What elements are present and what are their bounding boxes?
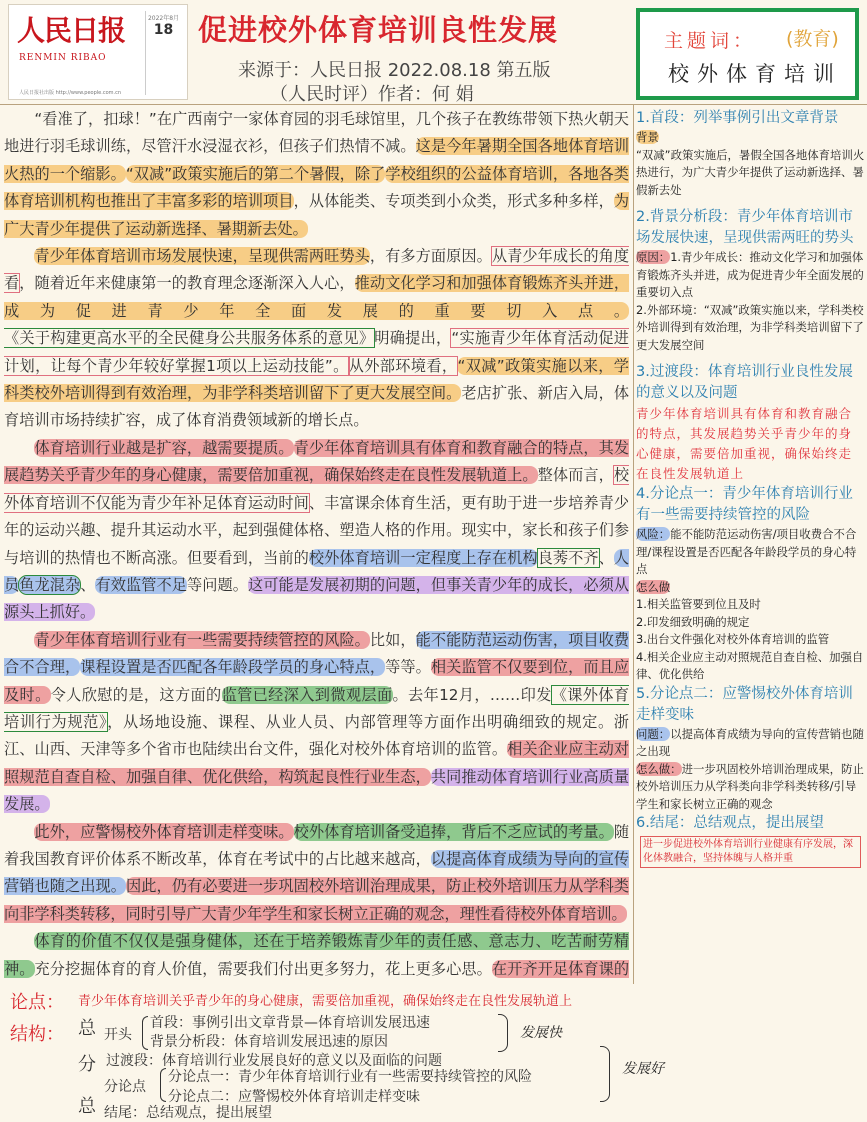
brace-right-2 bbox=[600, 1046, 610, 1102]
note-section-3-body: 青少年体育培训具有体育和教育融合的特点，其发展趋势关乎青少年的身心健康，需要倍加重视，确保始终走在良性发展轨道上 bbox=[636, 406, 853, 481]
structure-sub-arg-1: 分论点一：青少年体育培训行业有一些需要持续管控的风险 bbox=[168, 1069, 532, 1085]
analysis-notes bbox=[636, 108, 865, 984]
structure-opening: 开头 bbox=[104, 1027, 132, 1043]
paragraph-2: 青少年体育培训市场发展快速，呈现供需两旺势头，有多方面原因。从青少年成长的角度看，随着近年来健康第一的教育理念逐渐深入人心，推动文化学习和加强体育锻炼齐头并进，成为促进青少年全面发展的重要切入点。《关于构建更高水平的全民健身公共服务体系的意见》明确提出，“实施青少年体育活动促进计划，让每个青少年较好掌握1项以上运动技能”。从外部环境看，“双减”政策实施以来，学科类校外培训得到有效治理，为非学科类培训留下了更大发展空间。老店扩张、新店入局，体育培训市场持续扩容，成了体育消费领域新的增长点。 bbox=[4, 247, 629, 430]
structure-sub-args: 分论点 bbox=[104, 1079, 146, 1095]
note-section-3-heading: 3.过渡段：体育培训行业良性发展的意义以及问题 bbox=[636, 364, 853, 401]
note-section-2-heading: 2.背景分析段：青少年体育培训市场发展快速，呈现供需两旺的势头 bbox=[636, 209, 854, 246]
structure-parts: 分 bbox=[78, 1054, 96, 1075]
note-section-1-heading: 1.首段：列举事例引出文章背景 bbox=[636, 110, 839, 126]
keyword-value: (教育) bbox=[786, 28, 839, 50]
note-section-5-heading: 5.分论点二：应警惕校外体育培训走样变味 bbox=[636, 685, 853, 723]
newspaper-masthead bbox=[8, 4, 188, 100]
header-divider bbox=[0, 104, 867, 105]
structure-sub-arg-2: 分论点二：应警惕校外体育培训走样变味 bbox=[168, 1089, 420, 1105]
brace-right-1 bbox=[498, 1014, 508, 1052]
note-section-6-box: 进一步促进校外体育培训行业健康有序发展，深化体教融合，坚持体魄与人格并重 bbox=[640, 836, 861, 868]
structure-total-1: 总 bbox=[78, 1018, 96, 1039]
keyword-label: 主题词： bbox=[664, 30, 757, 52]
article-body bbox=[4, 106, 629, 982]
paragraph-6: 体育的价值不仅仅是强身健体，还在于培养锻炼青少年的责任感、意志力、吃苦耐劳精神。充分挖掘体育的育人价值，需要我们付出更多努力，花上更多心思。在开齐开足体育课的 bbox=[4, 928, 629, 982]
structure-transition: 过渡段：体育培训行业发展良好的意义以及面临的问题 bbox=[106, 1053, 442, 1069]
note-section-2-body: 原因：1.青少年成长：推动文化学习和加强体育锻炼齐头并进，成为促进青少年全面发展的重要切入点 2.外部环境：“双减”政策实施以来，学科类校外培训得到有效治理，为非学科类培训留下了更大发展空间 bbox=[636, 250, 864, 352]
masthead-small-text: 人民日报社出版 http://www.people.com.cn bbox=[19, 90, 122, 96]
article-title: 促进校外体育培训良性发展 bbox=[198, 13, 559, 47]
note-section-1-body: 背景 “双减”政策实施后，暑假全国各地体育培训火热进行，为广大青少年提供了运动新选择、暑假新去处 bbox=[636, 130, 865, 197]
paragraph-5: 此外，应警惕校外体育培训走样变味。校外体育培训备受追捧，背后不乏应试的考量。随着我国教育评价体系不断改革，体育在考试中的占比越来越高，以提高体育成绩为导向的宣传营销也随之出现。因此，仍有必要进一步巩固校外培训治理成果，防止校外培训压力从学科类向非学科类转移，同时引导广大青少年学生和家长树立正确的观念，理性看待校外体育培训。 bbox=[4, 822, 629, 923]
handwritten-note-2: 发展好 bbox=[622, 1061, 664, 1077]
sub-args-brace bbox=[160, 1068, 166, 1102]
masthead-brand: 人民日报 bbox=[17, 14, 126, 47]
structure-total-2: 总 bbox=[78, 1096, 96, 1117]
column-divider bbox=[633, 104, 634, 984]
paragraph-1: “看准了，扣球！”在广西南宁一家体育园的羽毛球馆里，几个孩子在教练带领下热火朝天地进行羽毛球训练，尽管汗水浸湿衣衫，但孩子们热情不减。这是今年暑期全国各地体育培训火热的一个缩影。“双减”政策实施后的第二个暑假，除了学校组织的公益体育培训，各地各类体育培训机构也推出了丰富多彩的培训项目，从体能类、专项类到小众类，形式多种多样，为广大青少年提供了运动新选择、暑期新去处。 bbox=[4, 110, 629, 238]
note-section-4-heading: 4.分论点一：青少年体育培训行业有一些需要持续管控的风险 bbox=[636, 486, 853, 523]
paragraph-3: 体育培训行业越是扩容，越需要提质。青少年体育培训具有体育和教育融合的特点，其发展趋势关乎青少年的身心健康，需要倍加重视，确保始终走在良性发展轨道上。整体而言，校外体育培训不仅能为青少年补足体育运动时间、丰富课余体育生活，更有助于进一步培养青少年的运动兴趣、提升其运动水平，起到强健体格、塑造人格的作用。现实中，家长和孩子们参与培训的热情也不断高涨。但要看到，当前的校外体育培训一定程度上存在机构良莠不齐、人员鱼龙混杂、有效监管不足等问题。这可能是发展初期的问题，但事关青少年的成长，必须从源头上抓好。 bbox=[4, 438, 629, 622]
keyword-box bbox=[636, 8, 859, 100]
structure-summary bbox=[0, 984, 867, 1122]
structure-ending: 结尾：总结观点，提出展望 bbox=[104, 1105, 272, 1121]
handwritten-note-1: 发展快 bbox=[520, 1025, 562, 1041]
structure-label: 结构： bbox=[10, 1024, 64, 1045]
masthead-pinyin: RENMIN RIBAO bbox=[19, 53, 107, 63]
opening-brace bbox=[142, 1016, 148, 1050]
masthead-date-label: 2022年8月 bbox=[147, 15, 180, 22]
structure-first-para: 首段：事例引出文章背景—体育培训发展迅速 bbox=[150, 1015, 430, 1031]
structure-background: 背景分析段：体育培训发展迅速的原因 bbox=[150, 1034, 388, 1050]
masthead-date-box bbox=[145, 11, 181, 95]
note-section-4-body: 风险：能不能防范运动伤害/项目收费合不合理/课程设置是否匹配各年龄段学员的身心特点 怎么做 1.相关监管要到位且及时 2.印发细致明确的规定 3.出台文件强化对校外体育培训的监管 4.相关企业应主动对照规范自查自检、加强自律、优化供给 bbox=[636, 527, 864, 681]
paragraph-4: 青少年体育培训行业有一些需要持续管控的风险。比如，能不能防范运动伤害，项目收费合不合理，课程设置是否匹配各年龄段学员的身心特点，等等。相关监管不仅要到位，而且应及时。令人欣慰的是，这方面的监管已经深入到微观层面。去年12月，……印发《课外体育培训行为规范》，从场地设施、课程、从业人员、内部管理等方面作出明确细致的规定。浙江、山西、天津等多个省市也陆续出台文件，强化对校外体育培训的监管。相关企业应主动对照规范自查自检、加强自律、优化供给，构筑起良性行业生态，共同推动体育培训行业高质量发展。 bbox=[4, 630, 629, 814]
masthead-date-day: 18 bbox=[153, 22, 174, 38]
author-line: （人民时评）作者：何 娟 bbox=[270, 84, 474, 105]
note-section-6-heading: 6.结尾：总结观点，提出展望 bbox=[636, 815, 824, 831]
note-section-5-body: 问题：以提高体育成绩为导向的宣传营销也随之出现 怎么做：进一步巩固校外培训治理成果，防止校外培训压力从学科类向非学科类转移/引导学生和家长树立正确的观念 bbox=[636, 726, 864, 811]
argument-text: 青少年体育培训关乎青少年的身心健康，需要倍加重视，确保始终走在良性发展轨道上 bbox=[78, 994, 573, 1009]
argument-label: 论点： bbox=[10, 992, 64, 1013]
keyword-topic: 校外体育培训 bbox=[668, 62, 842, 86]
source-line: 来源于：人民日报 2022.08.18 第五版 bbox=[238, 60, 551, 81]
